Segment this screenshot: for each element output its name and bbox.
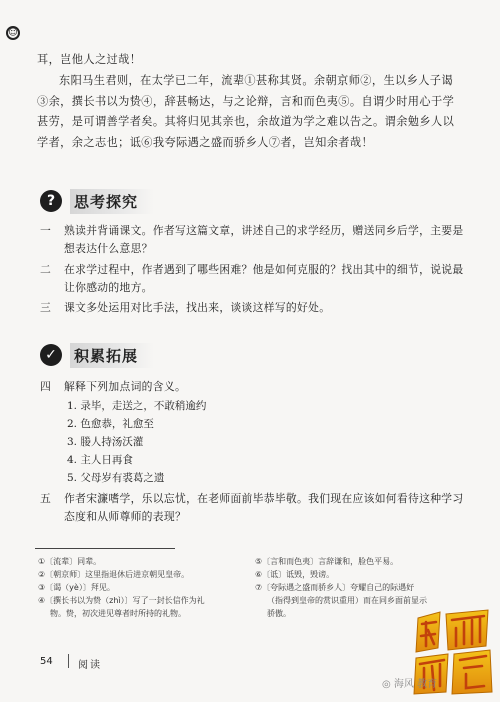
question-number: 四 bbox=[40, 380, 52, 393]
question-item bbox=[40, 299, 470, 317]
question-number: 五 bbox=[40, 492, 52, 505]
footnote: ④〔撰长书以为贽（zhì）〕写了一封长信作为礼 bbox=[38, 596, 205, 605]
footnote: ⑤〔言和而色夷〕言辞谦和，脸色平易。 bbox=[255, 557, 399, 566]
question-text: 在求学过程中，作者遇到了哪些困难？他是如何克服的？找出其中的细节，说说最让你感动的地方。 bbox=[64, 263, 464, 294]
footnote: ①〔流辈〕同辈。 bbox=[38, 557, 102, 566]
section-think-explore bbox=[40, 186, 154, 216]
section-title: 积累拓展 bbox=[70, 343, 154, 368]
question-item bbox=[40, 378, 470, 396]
question-item bbox=[40, 261, 470, 297]
vocab-item: 2. 色愈恭，礼愈至 bbox=[67, 418, 154, 430]
vocab-item: 5. 父母岁有裘葛之遗 bbox=[67, 472, 165, 484]
question-icon: ? bbox=[40, 190, 62, 212]
question-text: 课文多处运用对比手法，找出来，谈谈这样写的好处。 bbox=[64, 301, 331, 314]
vocab-item: 1. 录毕，走送之，不敢稍逾约 bbox=[67, 400, 207, 412]
footnote-divider bbox=[35, 548, 175, 549]
footnote: ⑥〔诋〕诋毁，毁谤。 bbox=[255, 570, 335, 579]
passage-paragraph: 东阳马生君则，在太学已二年，流辈①甚称其贤。余朝京师②，生以乡人子谒③余，撰长书以为贽④，辞甚畅达，与之论辩，言和而色夷⑤。自谓少时用心于学甚劳，是可谓善学者矣。其将归见其亲也，余故道为学之难以告之。谓余勉乡人以学者，余之志也；诋⑥我夸际遇之盛而骄乡人⑦者，岂知余者哉！ bbox=[37, 74, 455, 149]
footnote: ⑦〔夸际遇之盛而骄乡人〕夸耀自己的际遇好 bbox=[255, 583, 415, 592]
vocab-item: 3. 媵人持汤沃灌 bbox=[67, 436, 144, 448]
page-number: 54 bbox=[40, 656, 53, 667]
question-number: 三 bbox=[40, 301, 52, 314]
footnote: （指得到皇帝的赏识重用）而在同乡面前显示 bbox=[267, 596, 427, 605]
footer-separator bbox=[68, 654, 69, 668]
question-text: 熟读并背诵课文。作者写这篇文章，讲述自己的求学经历，赠送同乡后学，主要是想表达什么意思？ bbox=[64, 224, 464, 255]
footer-label: 阅读 bbox=[78, 660, 102, 671]
accumulate-icon: ✓ bbox=[40, 344, 62, 366]
footnote: ③〔谒（yè）〕拜见。 bbox=[38, 583, 115, 592]
section-accumulate-expand bbox=[40, 340, 154, 370]
footnote: ②〔朝京师〕这里指退休后进京朝见皇帝。 bbox=[38, 570, 190, 579]
passage-line-1: 耳，岂他人之过哉！ bbox=[37, 53, 142, 66]
vocab-item: 4. 主人日再食 bbox=[67, 454, 133, 466]
footnote: 物。贽，初次进见尊者时所持的礼物。 bbox=[50, 609, 186, 618]
watermark bbox=[382, 675, 437, 690]
question-number: 一 bbox=[40, 224, 52, 237]
watermark-text: 海风 教育 bbox=[393, 679, 438, 690]
wechat-icon: ◎ bbox=[382, 679, 391, 690]
section-title: 思考探究 bbox=[70, 189, 154, 214]
question-text: 作者宋濂嗜学，乐以忘忧，在老师面前毕恭毕敬。我们现在应该如何看待这种学习态度和从师尊师的表现？ bbox=[64, 492, 464, 523]
question-text: 解释下列加点词的含义。 bbox=[64, 380, 187, 393]
question-item bbox=[40, 222, 470, 258]
footnote: 骄傲。 bbox=[267, 609, 291, 618]
face-icon: ☺ bbox=[6, 26, 20, 40]
question-item bbox=[40, 490, 470, 526]
question-number: 二 bbox=[40, 263, 52, 276]
